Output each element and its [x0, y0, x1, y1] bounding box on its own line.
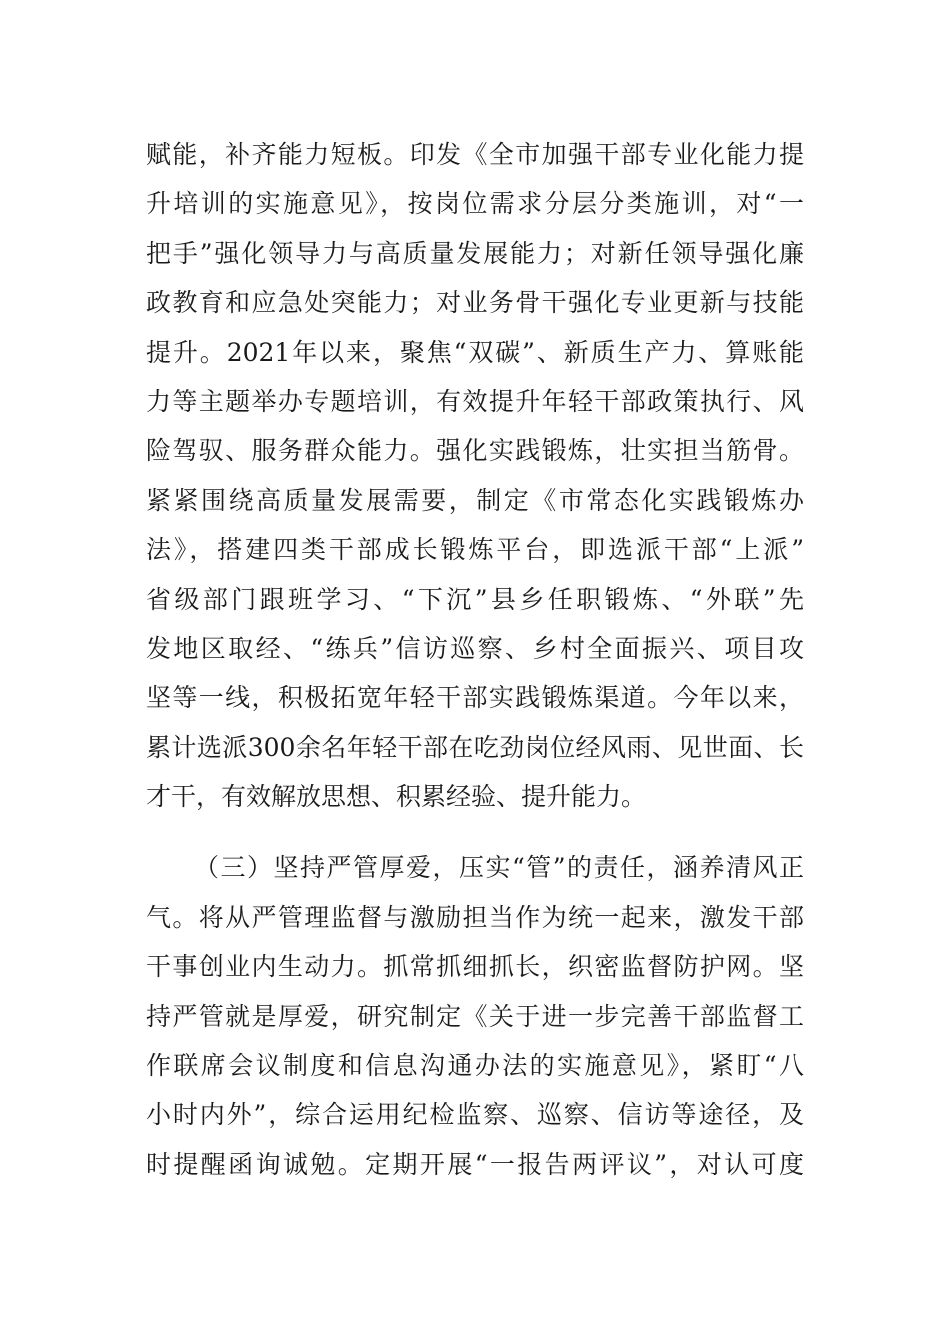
text-line: 紧紧围绕高质量发展需要，制定《市常态化实践锻炼办 [146, 485, 804, 515]
text-line: （三）坚持严管厚爱，压实“管”的责任，涵养清风正 [194, 853, 804, 883]
text-line: 赋能，补齐能力短板。印发《全市加强干部专业化能力提 [146, 140, 804, 169]
text-line: 作联席会议制度和信息沟通办法的实施意见》，紧盯“八 [146, 1051, 804, 1081]
text-line: 提升。2021年以来，聚焦“双碳”、新质生产力、算账能 [146, 337, 804, 367]
paragraph-2 [146, 843, 804, 1189]
text-line: 干事创业内生动力。抓常抓细抓长，织密监督防护网。坚 [146, 952, 804, 982]
text-line: 法》，搭建四类干部成长锻炼平台，即选派干部“上派” [146, 535, 804, 565]
text-line: 政教育和应急处突能力；对业务骨干强化专业更新与技能 [146, 288, 804, 318]
document-page [146, 130, 804, 1189]
paragraph-1 [146, 130, 804, 821]
text-line: 发地区取经、“练兵”信访巡察、乡村全面振兴、项目攻 [146, 633, 804, 663]
text-line: 力等主题举办专题培训，有效提升年轻干部政策执行、风 [146, 386, 804, 416]
text-line: 把手”强化领导力与高质量发展能力；对新任领导强化廉 [146, 238, 804, 268]
text-line: 才干，有效解放思想、积累经验、提升能力。 [146, 782, 647, 812]
text-line: 升培训的实施意见》，按岗位需求分层分类施训，对“一 [146, 189, 804, 219]
text-line: 小时内外”，综合运用纪检监察、巡察、信访等途径，及 [146, 1100, 804, 1130]
text-line: 坚等一线，积极拓宽年轻干部实践锻炼渠道。今年以来， [146, 683, 804, 713]
text-line: 气。将从严管理监督与激励担当作为统一起来，激发干部 [146, 902, 804, 932]
paragraph-gap [146, 821, 804, 843]
text-line: 险驾驭、服务群众能力。强化实践锻炼，壮实担当筋骨。 [146, 436, 804, 466]
text-line: 省级部门跟班学习、“下沉”县乡任职锻炼、“外联”先 [146, 584, 804, 614]
text-line: 持严管就是厚爱，研究制定《关于进一步完善干部监督工 [146, 1001, 804, 1031]
text-line: 累计选派300余名年轻干部在吃劲岗位经风雨、见世面、长 [146, 732, 804, 762]
text-line: 时提醒函询诚勉。定期开展“一报告两评议”，对认可度 [146, 1149, 804, 1179]
